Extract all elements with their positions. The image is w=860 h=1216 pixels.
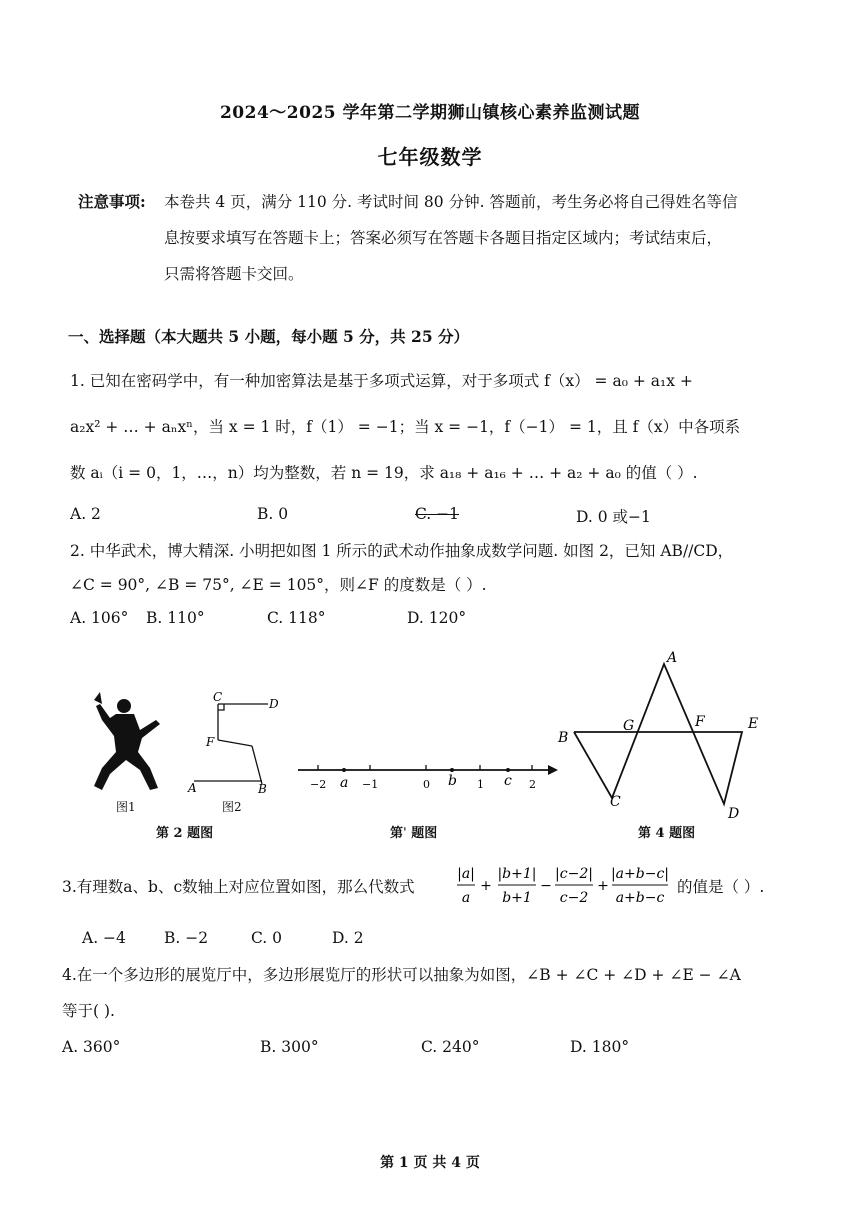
fig4-point-E: E bbox=[748, 716, 759, 732]
q3-expression bbox=[454, 858, 678, 910]
fig2-point-B: B bbox=[258, 782, 267, 796]
svg-text:−: − bbox=[540, 878, 552, 894]
point-c-label: c bbox=[504, 773, 512, 789]
figure-2-diagram bbox=[180, 688, 280, 798]
fig4-point-F: F bbox=[695, 714, 705, 730]
frac1-numerator: |a| bbox=[457, 866, 475, 882]
fig4-point-C: C bbox=[610, 794, 621, 810]
fig1-label: 图1 bbox=[116, 800, 136, 814]
q4-option-a: A. 360° bbox=[62, 1038, 121, 1056]
tick-label-neg2: −2 bbox=[310, 778, 327, 791]
q3-tail: 的值是（ ）. bbox=[677, 878, 765, 896]
q1-option-c: C. −1 bbox=[415, 505, 460, 523]
q2-option-a: A. 106° bbox=[70, 609, 129, 627]
q2-option-c: C. 118° bbox=[267, 609, 326, 627]
q1-line-2: a₂x² + … + aₙxⁿ，当 x = 1 时，f（1） = −1；当 x = −1，f（−1） = 1，且 f（x）中各项系 bbox=[70, 418, 741, 436]
fig4-point-D: D bbox=[728, 806, 740, 822]
notice-line-2: 息按要求填写在答题卡上；答案必须写在答题卡各题目指定区域内；考试结束后， bbox=[164, 229, 723, 247]
svg-text:+: + bbox=[480, 878, 492, 894]
q3-option-a: A. −4 bbox=[82, 929, 126, 947]
caption-q4: 第 4 题图 bbox=[638, 826, 696, 841]
q4-line-1: 4.在一个多边形的展览厅中，多边形展览厅的形状可以抽象为如图，∠B + ∠C + ∠D + ∠E − ∠A bbox=[62, 966, 741, 984]
frac1-denominator: a bbox=[461, 890, 471, 906]
figure-4-diagram bbox=[552, 646, 772, 826]
fig2-point-F: F bbox=[206, 735, 215, 749]
section-heading: 一、选择题（本大题共 5 小题，每小题 5 分，共 25 分） bbox=[68, 327, 470, 346]
fig2-label: 图2 bbox=[222, 800, 242, 814]
notice-line-3: 只需将答题卡交回。 bbox=[164, 265, 304, 283]
martial-arts-figure bbox=[88, 690, 170, 800]
q1-option-a: A. 2 bbox=[70, 505, 101, 523]
tick-label-0: 0 bbox=[423, 778, 430, 791]
q4-option-d: D. 180° bbox=[570, 1038, 630, 1056]
fig4-point-B: B bbox=[558, 730, 569, 746]
frac3-denominator: c−2 bbox=[559, 890, 589, 906]
fig4-point-G: G bbox=[623, 718, 635, 734]
q4-option-c: C. 240° bbox=[421, 1038, 480, 1056]
frac2-denominator: b+1 bbox=[502, 890, 532, 906]
q2-line-2: ∠C = 90°, ∠B = 75°, ∠E = 105°，则∠F 的度数是（ ）. bbox=[70, 576, 487, 594]
fig4-point-A: A bbox=[667, 650, 678, 666]
caption-q3: 第ˈ 题图 bbox=[390, 826, 438, 841]
q2-option-b: B. 110° bbox=[146, 609, 205, 627]
q3-option-d: D. 2 bbox=[332, 929, 364, 947]
fig2-point-C: C bbox=[213, 690, 223, 704]
frac4-denominator: a+b−c bbox=[615, 890, 665, 906]
q4-line-2: 等于( ). bbox=[62, 1002, 115, 1020]
point-a-label: a bbox=[340, 775, 349, 791]
tick-label-neg1: −1 bbox=[362, 778, 379, 791]
q2-option-d: D. 120° bbox=[407, 609, 467, 627]
exam-title: 2024～2025 学年第二学期狮山镇核心素养监测试题 bbox=[219, 103, 641, 123]
q3-stem: 3.有理数a、b、c数轴上对应位置如图，那么代数式 bbox=[62, 878, 415, 896]
page-footer: 第 1 页 共 4 页 bbox=[380, 1155, 480, 1171]
number-line bbox=[296, 752, 558, 798]
fig2-point-D: D bbox=[269, 697, 279, 711]
q1-option-b: B. 0 bbox=[257, 505, 289, 523]
q1-line-1: 1. 已知在密码学中，有一种加密算法是基于多项式运算，对于多项式 f（x） = a₀ + a₁x + bbox=[70, 372, 693, 390]
notice-line-1: 本卷共 4 页，满分 110 分. 考试时间 80 分钟. 答题前，考生务必将自己得姓名等信 bbox=[164, 193, 738, 211]
q2-line-1: 2. 中华武术，博大精深. 小明把如图 1 所示的武术动作抽象成数学问题. 如图 2，已知 AB//CD， bbox=[70, 542, 734, 560]
tick-label-1: 1 bbox=[477, 778, 484, 791]
q4-option-b: B. 300° bbox=[260, 1038, 319, 1056]
fig2-point-A: A bbox=[188, 781, 197, 795]
frac3-numerator: |c−2| bbox=[555, 866, 593, 882]
q1-option-d: D. 0 或−1 bbox=[576, 508, 651, 526]
caption-q2: 第 2 题图 bbox=[156, 826, 214, 841]
notice-label: 注意事项: bbox=[78, 192, 146, 211]
frac2-numerator: |b+1| bbox=[497, 866, 537, 882]
q1-line-3: 数 aᵢ（i = 0，1，…，n）均为整数，若 n = 19，求 a₁₈ + a₁₆ + … + a₂ + a₀ 的值（ ）. bbox=[70, 464, 698, 482]
q3-option-c: C. 0 bbox=[251, 929, 283, 947]
subject-title: 七年级数学 bbox=[377, 145, 483, 169]
svg-text:+: + bbox=[597, 878, 609, 894]
tick-label-2: 2 bbox=[529, 778, 536, 791]
frac4-numerator: |a+b−c| bbox=[610, 866, 670, 882]
q3-option-b: B. −2 bbox=[164, 929, 209, 947]
point-b-label: b bbox=[448, 773, 457, 789]
